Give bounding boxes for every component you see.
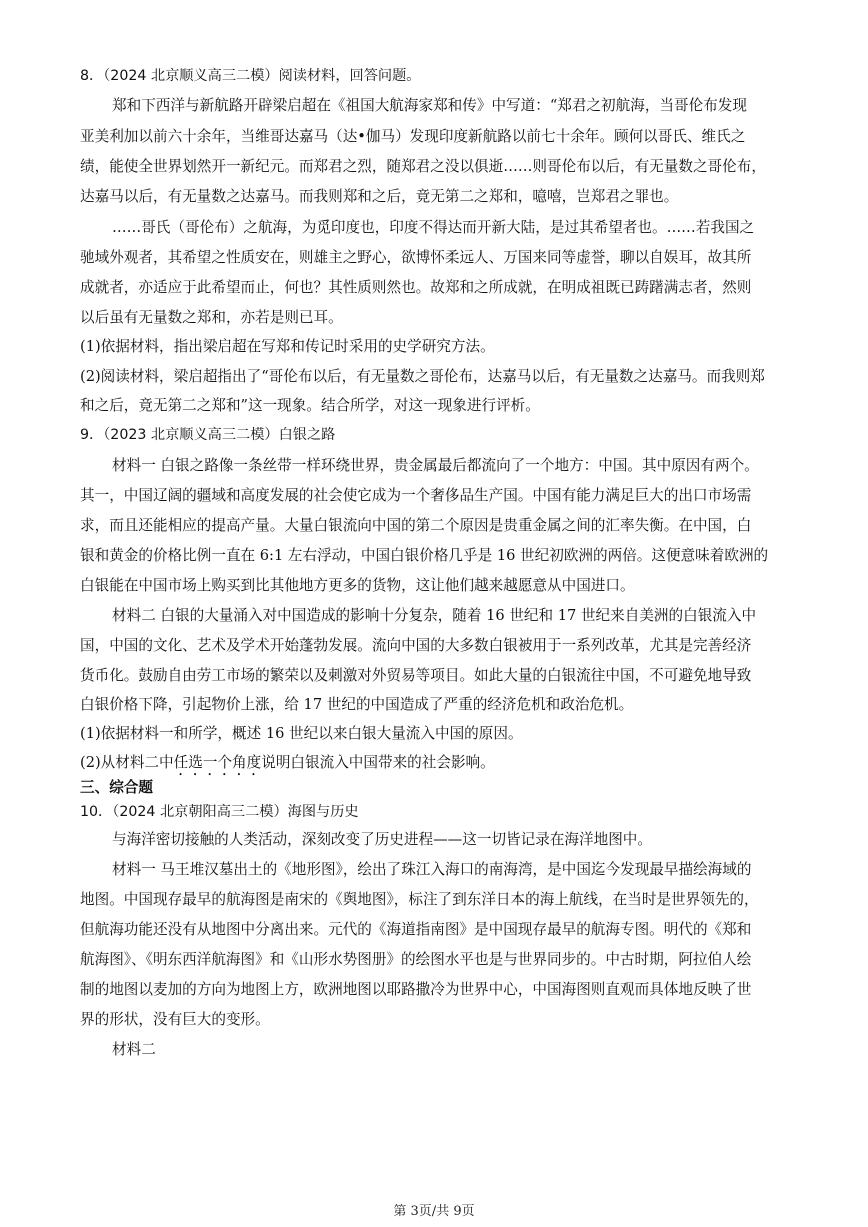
q8-title: 8．（2024 北京顺义高三二模）阅读材料，回答问题。 bbox=[80, 68, 421, 84]
q8-para2-line4: 以后虽有无量数之郑和，亦若是则已耳。 bbox=[80, 309, 343, 326]
q8-para1-line1: 郑和下西洋与新航路开辟梁启超在《祖国大航海家郑和传》中写道：“郑君之初航海，当哥伦布发现 bbox=[112, 97, 747, 114]
q9-material1-line3: 求，而且还能相应的提高产量。大量白银流向中国的第二个原因是贵重金属之间的汇率失衡。在中国，白 bbox=[80, 517, 752, 534]
q8-para1-line4: 达嘉马以后，有无量数之达嘉马。而我则郑和之后，竟无第二之郑和，噫嘻，岂郑君之罪也。 bbox=[80, 188, 679, 205]
section-heading: 三、综合题 bbox=[80, 779, 153, 796]
q8-para1-line2: 亚美利加以前六十余年，当维哥达嘉马（达•伽马）发现印度新航路以前七十余年。顾何以哥氏、维氏之 bbox=[80, 128, 746, 145]
page-number: 第 3页/共 9页 bbox=[393, 1204, 475, 1219]
q8-para2-line2: 驰域外观者，其希望之性质安在，则雄主之野心，欲博怀柔远人、万国来同等虚誉，聊以自娱耳，故其所 bbox=[80, 249, 752, 266]
q10-material1-line3: 但航海功能还没有从地图中分离出来。元代的《海道指南图》是中国现存最早的航海专图。明代的《郑和 bbox=[80, 921, 752, 938]
q10-title: 10．（2024 北京朝阳高三二模）海图与历史 bbox=[80, 804, 359, 820]
q10-material1-line1: 材料一 马王堆汉墓出土的《地形图》，绘出了珠江入海口的南海湾，是中国迄今发现最早描绘海域的 bbox=[112, 861, 752, 878]
q9-material2-line1: 材料二 白银的大量涌入对中国造成的影响十分复杂，随着 16 世纪和 17 世纪来自美洲的白银流入中 bbox=[112, 607, 757, 624]
q9-material1-line2: 其一，中国辽阔的疆域和高度发展的社会使它成为一个奢侈品生产国。中国有能力满足巨大的出口市场需 bbox=[80, 487, 752, 504]
q9-question1: (1)依据材料一和所学，概述 16 世纪以来白银大量流入中国的原因。 bbox=[80, 725, 523, 742]
q9-question2-post: 说明白银流入中国带来的社会影响。 bbox=[261, 754, 495, 771]
q10-material1-line2: 地图。中国现存最早的航海图是南宋的《舆地图》，标注了到东洋日本的海上航线，在当时是世界领先的， bbox=[80, 891, 759, 908]
q8-para2-line3: 成就者，亦适应于此希望而止，何也？其性质则然也。故郑和之所成就，在明成祖既已踌躇满志者，然则 bbox=[80, 279, 752, 296]
q9-title: 9．（2023 北京顺义高三二模）白银之路 bbox=[80, 427, 336, 443]
q9-material2-line4: 白银价格下降，引起物价上涨，给 17 世纪的中国造成了严重的经济危机和政治危机。 bbox=[80, 696, 634, 713]
q8-para2-line1: ……哥氏（哥伦布）之航海，为觅印度也，印度不得达而开新大陆，是过其希望者也。……若我国之 bbox=[112, 219, 755, 236]
q8-question2-line1: (2)阅读材料，梁启超指出了“哥伦布以后，有无量数之哥伦布，达嘉马以后，有无量数之达嘉马。而我则郑 bbox=[80, 368, 765, 385]
q9-material1-line4: 银和黄金的价格比例一直在 6:1 左右浮动，中国白银价格几乎是 16 世纪初欧洲的两倍。这便意味着欧洲的 bbox=[80, 547, 769, 564]
q9-question2-emphasis: 任选一个角度 bbox=[173, 754, 262, 771]
q9-material2-line3: 货币化。鼓励自由劳工市场的繁荣以及刺激对外贸易等项目。如此大量的白银流往中国，不可避免地导致 bbox=[80, 667, 752, 684]
q9-material1-line5: 白银能在中国市场上购买到比其他地方更多的货物，这让他们越来越愿意从中国进口。 bbox=[80, 577, 635, 594]
q9-material1-line1: 材料一 白银之路像一条丝带一样环绕世界，贵金属最后都流向了一个地方：中国。其中原因有两个。 bbox=[112, 457, 759, 474]
q8-para1-line3: 绩，能使全世界划然开一新纪元。而郑君之烈，随郑君之没以俱逝……则哥伦布以后，有无量数之哥伦布， bbox=[80, 158, 766, 175]
q9-question2-pre: (2)从材料二中 bbox=[80, 754, 174, 771]
q8-question1: (1)依据材料，指出梁启超在写郑和传记时采用的史学研究方法。 bbox=[80, 338, 495, 355]
q10-material2-label: 材料二 bbox=[112, 1041, 156, 1058]
q10-material1-line4: 航海图》、《明东西洋航海图》和《山形水势图册》的绘图水平也是与世界同步的。中古时期，阿拉伯人绘 bbox=[80, 951, 752, 968]
q10-material1-line5: 制的地图以麦加的方向为地图上方，欧洲地图以耶路撒冷为世界中心，中国海图则直观而具体地反映了世 bbox=[80, 981, 752, 998]
q10-material1-line6: 界的形状，没有巨大的变形。 bbox=[80, 1011, 270, 1028]
q9-material2-line2: 国，中国的文化、艺术及学术开始蓬勃发展。流向中国的大多数白银被用于一系列改革，尤其是完善经济 bbox=[80, 637, 752, 654]
q8-question2-line2: 和之后，竟无第二之郑和”这一现象。结合所学，对这一现象进行评析。 bbox=[80, 397, 540, 414]
q10-intro: 与海洋密切接触的人类活动，深刻改变了历史进程——这一切皆记录在海洋地图中。 bbox=[112, 831, 652, 848]
